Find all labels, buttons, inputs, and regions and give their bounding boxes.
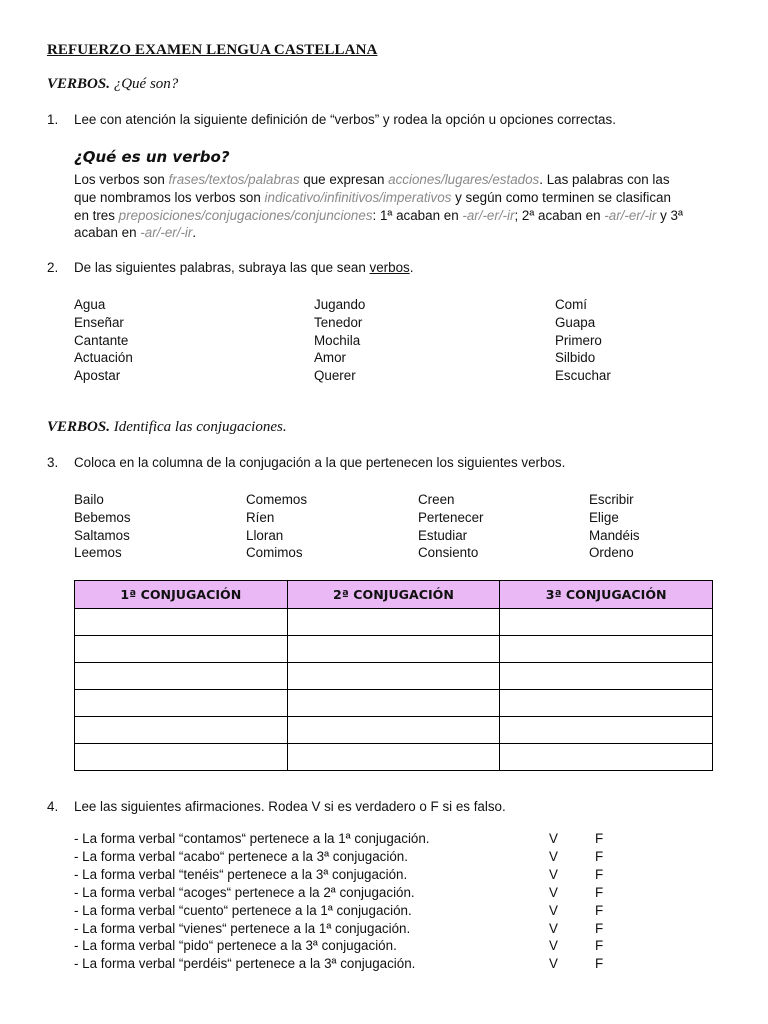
worksheet-title: REFUERZO EXAMEN LENGUA CASTELLANA (47, 42, 378, 58)
section-heading-conjugaciones (47, 419, 287, 436)
question-text: Lee las siguientes afirmaciones. Rodea V si es verdadero o F si es falso. (74, 799, 506, 814)
statement-text: - La forma verbal “vienes“ pertenece a la 1ª conjugación. (74, 921, 411, 936)
word-item[interactable]: Amor (314, 350, 346, 366)
answer-cell[interactable] (287, 744, 500, 771)
para-text: y según como terminen se clasifican en tres (74, 189, 671, 223)
statement-row (74, 867, 614, 885)
question-text: Coloca en la columna de la conjugación a la que pertenecen los siguientes verbos. (74, 455, 566, 470)
false-option[interactable]: F (595, 921, 604, 936)
definition-heading: ¿Qué es un verbo? (74, 148, 230, 166)
table-row (75, 744, 713, 771)
question-1 (0, 112, 768, 130)
statement-text: - La forma verbal “acoges“ pertenece a la 2ª conjugación. (74, 885, 415, 900)
question-number: 1. (47, 112, 59, 127)
word-item[interactable]: Querer (314, 368, 356, 384)
definition-paragraph (74, 171, 684, 242)
option-choice[interactable]: acciones/lugares/estados (388, 172, 540, 187)
table-header-3: 3ª CONJUGACIÓN (500, 581, 713, 609)
true-option[interactable]: V (549, 903, 558, 918)
word-column (314, 296, 365, 385)
para-text: : 1ª acaban en (372, 207, 463, 223)
word-item[interactable]: Jugando (314, 297, 366, 312)
verb-item: Elige (589, 509, 619, 525)
word-item[interactable]: Escuchar (555, 368, 611, 384)
verb-item: Creen (418, 492, 455, 507)
answer-cell[interactable] (500, 717, 713, 744)
verb-column (74, 491, 131, 562)
table-row (75, 690, 713, 717)
question-number: 2. (47, 260, 59, 275)
section-subtitle: Identifica las conjugaciones. (113, 419, 287, 435)
false-option[interactable]: F (595, 903, 604, 918)
verb-item: Ríen (246, 509, 275, 525)
section-label: VERBOS. (47, 419, 110, 435)
question-text: De las siguientes palabras, subraya las que sean verbos. (74, 260, 414, 275)
para-text: y 3ª acaban en (74, 207, 683, 241)
statement-row (74, 938, 614, 956)
statement-text: - La forma verbal “pido“ pertenece a la 3ª conjugación. (74, 938, 397, 953)
true-option[interactable]: V (549, 938, 558, 953)
false-option[interactable]: F (595, 849, 604, 864)
statement-text: - La forma verbal “acabo“ pertenece a la 3ª conjugación. (74, 849, 408, 864)
answer-cell[interactable] (287, 717, 500, 744)
question-text: Lee con atención la siguiente definición de “verbos” y rodea la opción u opciones correctas. (74, 112, 616, 127)
answer-cell[interactable] (287, 636, 500, 663)
verb-column (246, 491, 307, 562)
false-option[interactable]: F (595, 831, 604, 846)
option-choice[interactable]: -ar/-er/-ir (140, 225, 193, 241)
para-text: ; 2ª acaban en (514, 207, 605, 223)
word-item[interactable]: Agua (74, 297, 106, 312)
false-option[interactable]: F (595, 867, 604, 882)
statement-text: - La forma verbal “tenéis“ pertenece a la 3ª conjugación. (74, 867, 408, 882)
para-text: . (192, 225, 197, 241)
word-item[interactable]: Mochila (314, 332, 361, 348)
statement-text: - La forma verbal “contamos“ pertenece a la 1ª conjugación. (74, 831, 430, 846)
verb-item: Ordeno (589, 545, 634, 561)
word-item[interactable]: Comí (555, 297, 587, 312)
option-choice[interactable]: frases/textos/palabras (168, 172, 300, 187)
true-option[interactable]: V (549, 831, 558, 846)
option-choice[interactable]: -ar/-er/-ir (462, 207, 515, 223)
answer-cell[interactable] (500, 744, 713, 771)
answer-cell[interactable] (500, 663, 713, 690)
statement-row (74, 831, 614, 849)
word-item[interactable]: Primero (555, 332, 602, 348)
statement-row (74, 921, 614, 939)
verb-column (589, 491, 640, 562)
false-option[interactable]: F (595, 938, 604, 953)
question-number: 4. (47, 799, 59, 814)
word-item[interactable]: Actuación (74, 350, 133, 366)
statement-text: - La forma verbal “cuento“ pertenece a la 1ª conjugación. (74, 903, 412, 918)
option-choice[interactable]: preposiciones/conjugaciones/conjunciones (118, 207, 373, 223)
true-option[interactable]: V (549, 956, 558, 971)
answer-cell[interactable] (500, 636, 713, 663)
true-option[interactable]: V (549, 849, 558, 864)
table-row (75, 636, 713, 663)
true-option[interactable]: V (549, 921, 558, 936)
answer-cell[interactable] (287, 609, 500, 636)
verb-item: Comemos (246, 492, 308, 507)
question-2 (0, 260, 768, 278)
question-4 (0, 799, 768, 817)
verb-item: Estudiar (418, 527, 468, 543)
statement-text: - La forma verbal “perdéis“ pertenece a la 3ª conjugación. (74, 956, 416, 971)
answer-cell[interactable] (75, 609, 288, 636)
section-heading-verbos (47, 76, 178, 93)
answer-cell[interactable] (75, 744, 288, 771)
statement-row (74, 956, 614, 974)
verb-item: Saltamos (74, 527, 130, 543)
answer-cell[interactable] (287, 663, 500, 690)
answer-cell[interactable] (287, 690, 500, 717)
answer-cell[interactable] (500, 609, 713, 636)
statement-row (74, 885, 614, 903)
para-text: que expresan (299, 172, 389, 187)
statement-row (74, 849, 614, 867)
section-subtitle: ¿Qué son? (113, 76, 179, 92)
verb-item: Bailo (74, 492, 104, 507)
section-label: VERBOS. (47, 76, 110, 92)
table-row (75, 717, 713, 744)
conjugation-table (74, 580, 713, 771)
answer-cell[interactable] (75, 663, 288, 690)
answer-cell[interactable] (75, 636, 288, 663)
para-text: . Las palabras con las que nombramos los verbos son (74, 172, 670, 205)
verb-item: Lloran (246, 527, 284, 543)
option-choice[interactable]: -ar/-er/-ir (604, 207, 657, 223)
word-column (74, 296, 133, 385)
true-option[interactable]: V (549, 867, 558, 882)
option-choice[interactable]: indicativo/infinitivos/imperativos (264, 189, 452, 205)
table-header-1: 1ª CONJUGACIÓN (75, 581, 288, 609)
statement-row (74, 903, 614, 921)
verb-item: Pertenecer (418, 509, 484, 525)
table-header-row (75, 581, 713, 609)
verb-item: Comimos (246, 545, 303, 561)
word-item[interactable]: Apostar (74, 368, 121, 384)
word-column (555, 296, 611, 385)
question-3 (0, 455, 768, 473)
table-row (75, 663, 713, 690)
answer-cell[interactable] (75, 690, 288, 717)
word-item[interactable]: Guapa (555, 314, 596, 330)
answer-cell[interactable] (500, 690, 713, 717)
table-row (75, 609, 713, 636)
word-item[interactable]: Silbido (555, 350, 596, 366)
word-item[interactable]: Enseñar (74, 314, 124, 330)
answer-cell[interactable] (75, 717, 288, 744)
verb-item: Escribir (589, 492, 634, 507)
verb-column (418, 491, 484, 562)
verb-item: Bebemos (74, 509, 131, 525)
table-header-2: 2ª CONJUGACIÓN (287, 581, 500, 609)
word-item[interactable]: Tenedor (314, 314, 363, 330)
verb-item: Consiento (418, 545, 479, 561)
verb-item: Leemos (74, 545, 122, 561)
word-item[interactable]: Cantante (74, 332, 129, 348)
para-text: Los verbos son (74, 172, 169, 187)
false-option[interactable]: F (595, 885, 604, 900)
false-option[interactable]: F (595, 956, 604, 971)
true-option[interactable]: V (549, 885, 558, 900)
verb-item: Mandéis (589, 527, 640, 543)
question-number: 3. (47, 455, 59, 470)
